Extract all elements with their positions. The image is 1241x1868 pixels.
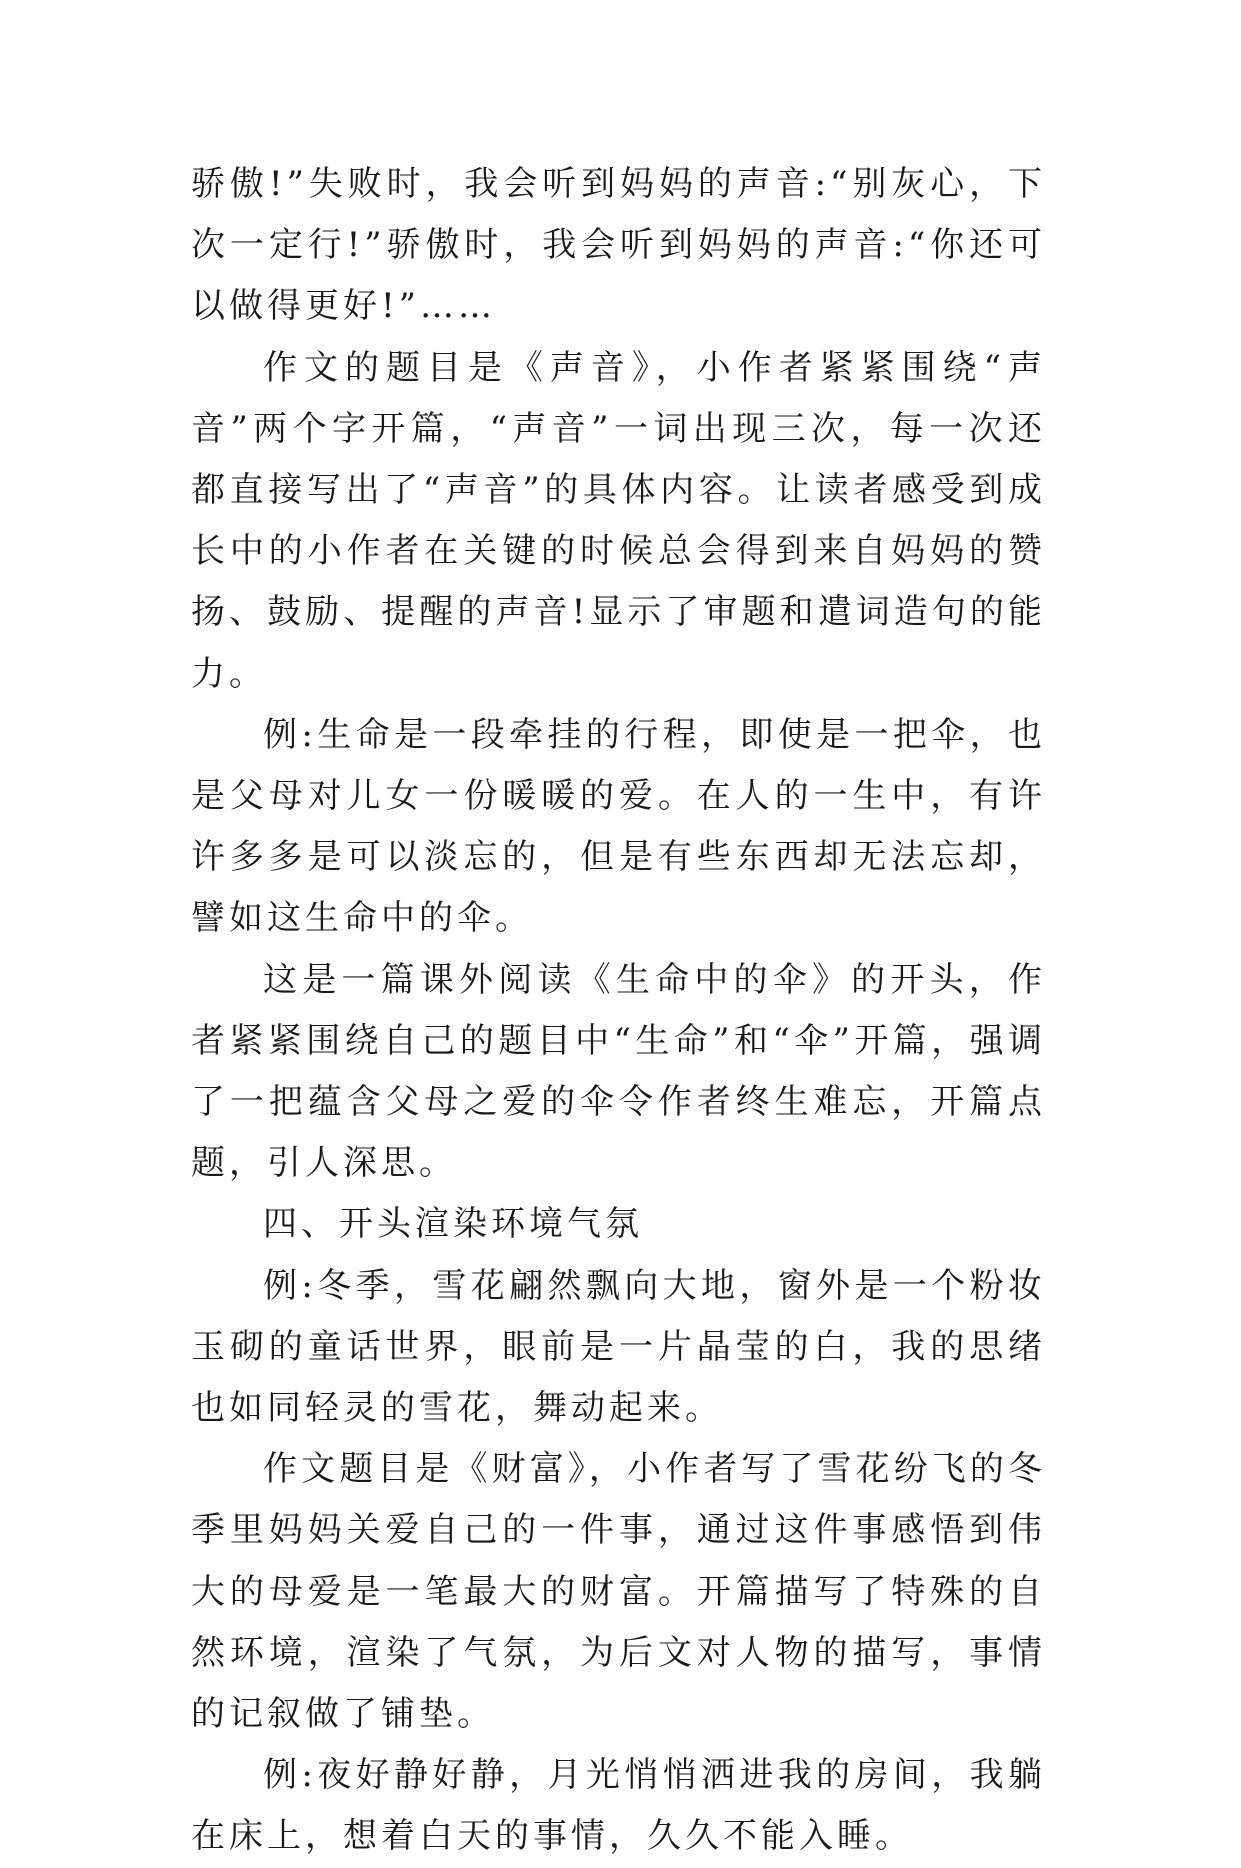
- paragraph-analysis-voice: 作文的题目是《声音》，小作者紧紧围绕“声音”两个字开篇，“声音”一词出现三次，每一次还都直接写出了“声音”的具体内容。让读者感受到成长中的小作者在关键的时候总会得到来自妈妈的赞扬、鼓励、提醒的声音!显示了审题和遣词造句的能力。: [191, 347, 1046, 694]
- paragraph-continuation: 骄傲!”失败时，我会听到妈妈的声音:“别灰心，下次一定行!”骄傲时，我会听到妈妈的声音:“你还可以做得更好!”……: [191, 164, 1046, 327]
- paragraph-analysis-wealth: 作文题目是《财富》，小作者写了雪花纷飞的冬季里妈妈关爱自己的一件事，通过这件事感悟到伟大的母爱是一笔最大的财富。开篇描写了特殊的自然环境，渲染了气氛，为后文对人物的描写，事情的记叙做了铺垫。: [191, 1449, 1046, 1735]
- section-heading: 四、开头渲染环境气氛: [263, 1204, 643, 1245]
- paragraph-analysis-umbrella: 这是一篇课外阅读《生命中的伞》的开头，作者紧紧围绕自己的题目中“生命”和“伞”开篇，强调了一把蕴含父母之爱的伞令作者终生难忘，开篇点题，引人深思。: [191, 959, 1046, 1184]
- paragraph-example-night: 例:夜好静好静，月光悄悄洒进我的房间，我躺在床上，想着白天的事情，久久不能入睡。: [191, 1755, 1046, 1857]
- paragraph-example-winter: 例:冬季，雪花翩然飘向大地，窗外是一个粉妆玉砌的童话世界，眼前是一片晶莹的白，我的思绪也如同轻灵的雪花，舞动起来。: [191, 1265, 1046, 1429]
- paragraph-example-umbrella: 例:生命是一段牵挂的行程，即使是一把伞，也是父母对儿女一份暖暖的爱。在人的一生中，有许许多多是可以淡忘的，但是有些东西却无法忘却，譬如这生命中的伞。: [191, 714, 1046, 939]
